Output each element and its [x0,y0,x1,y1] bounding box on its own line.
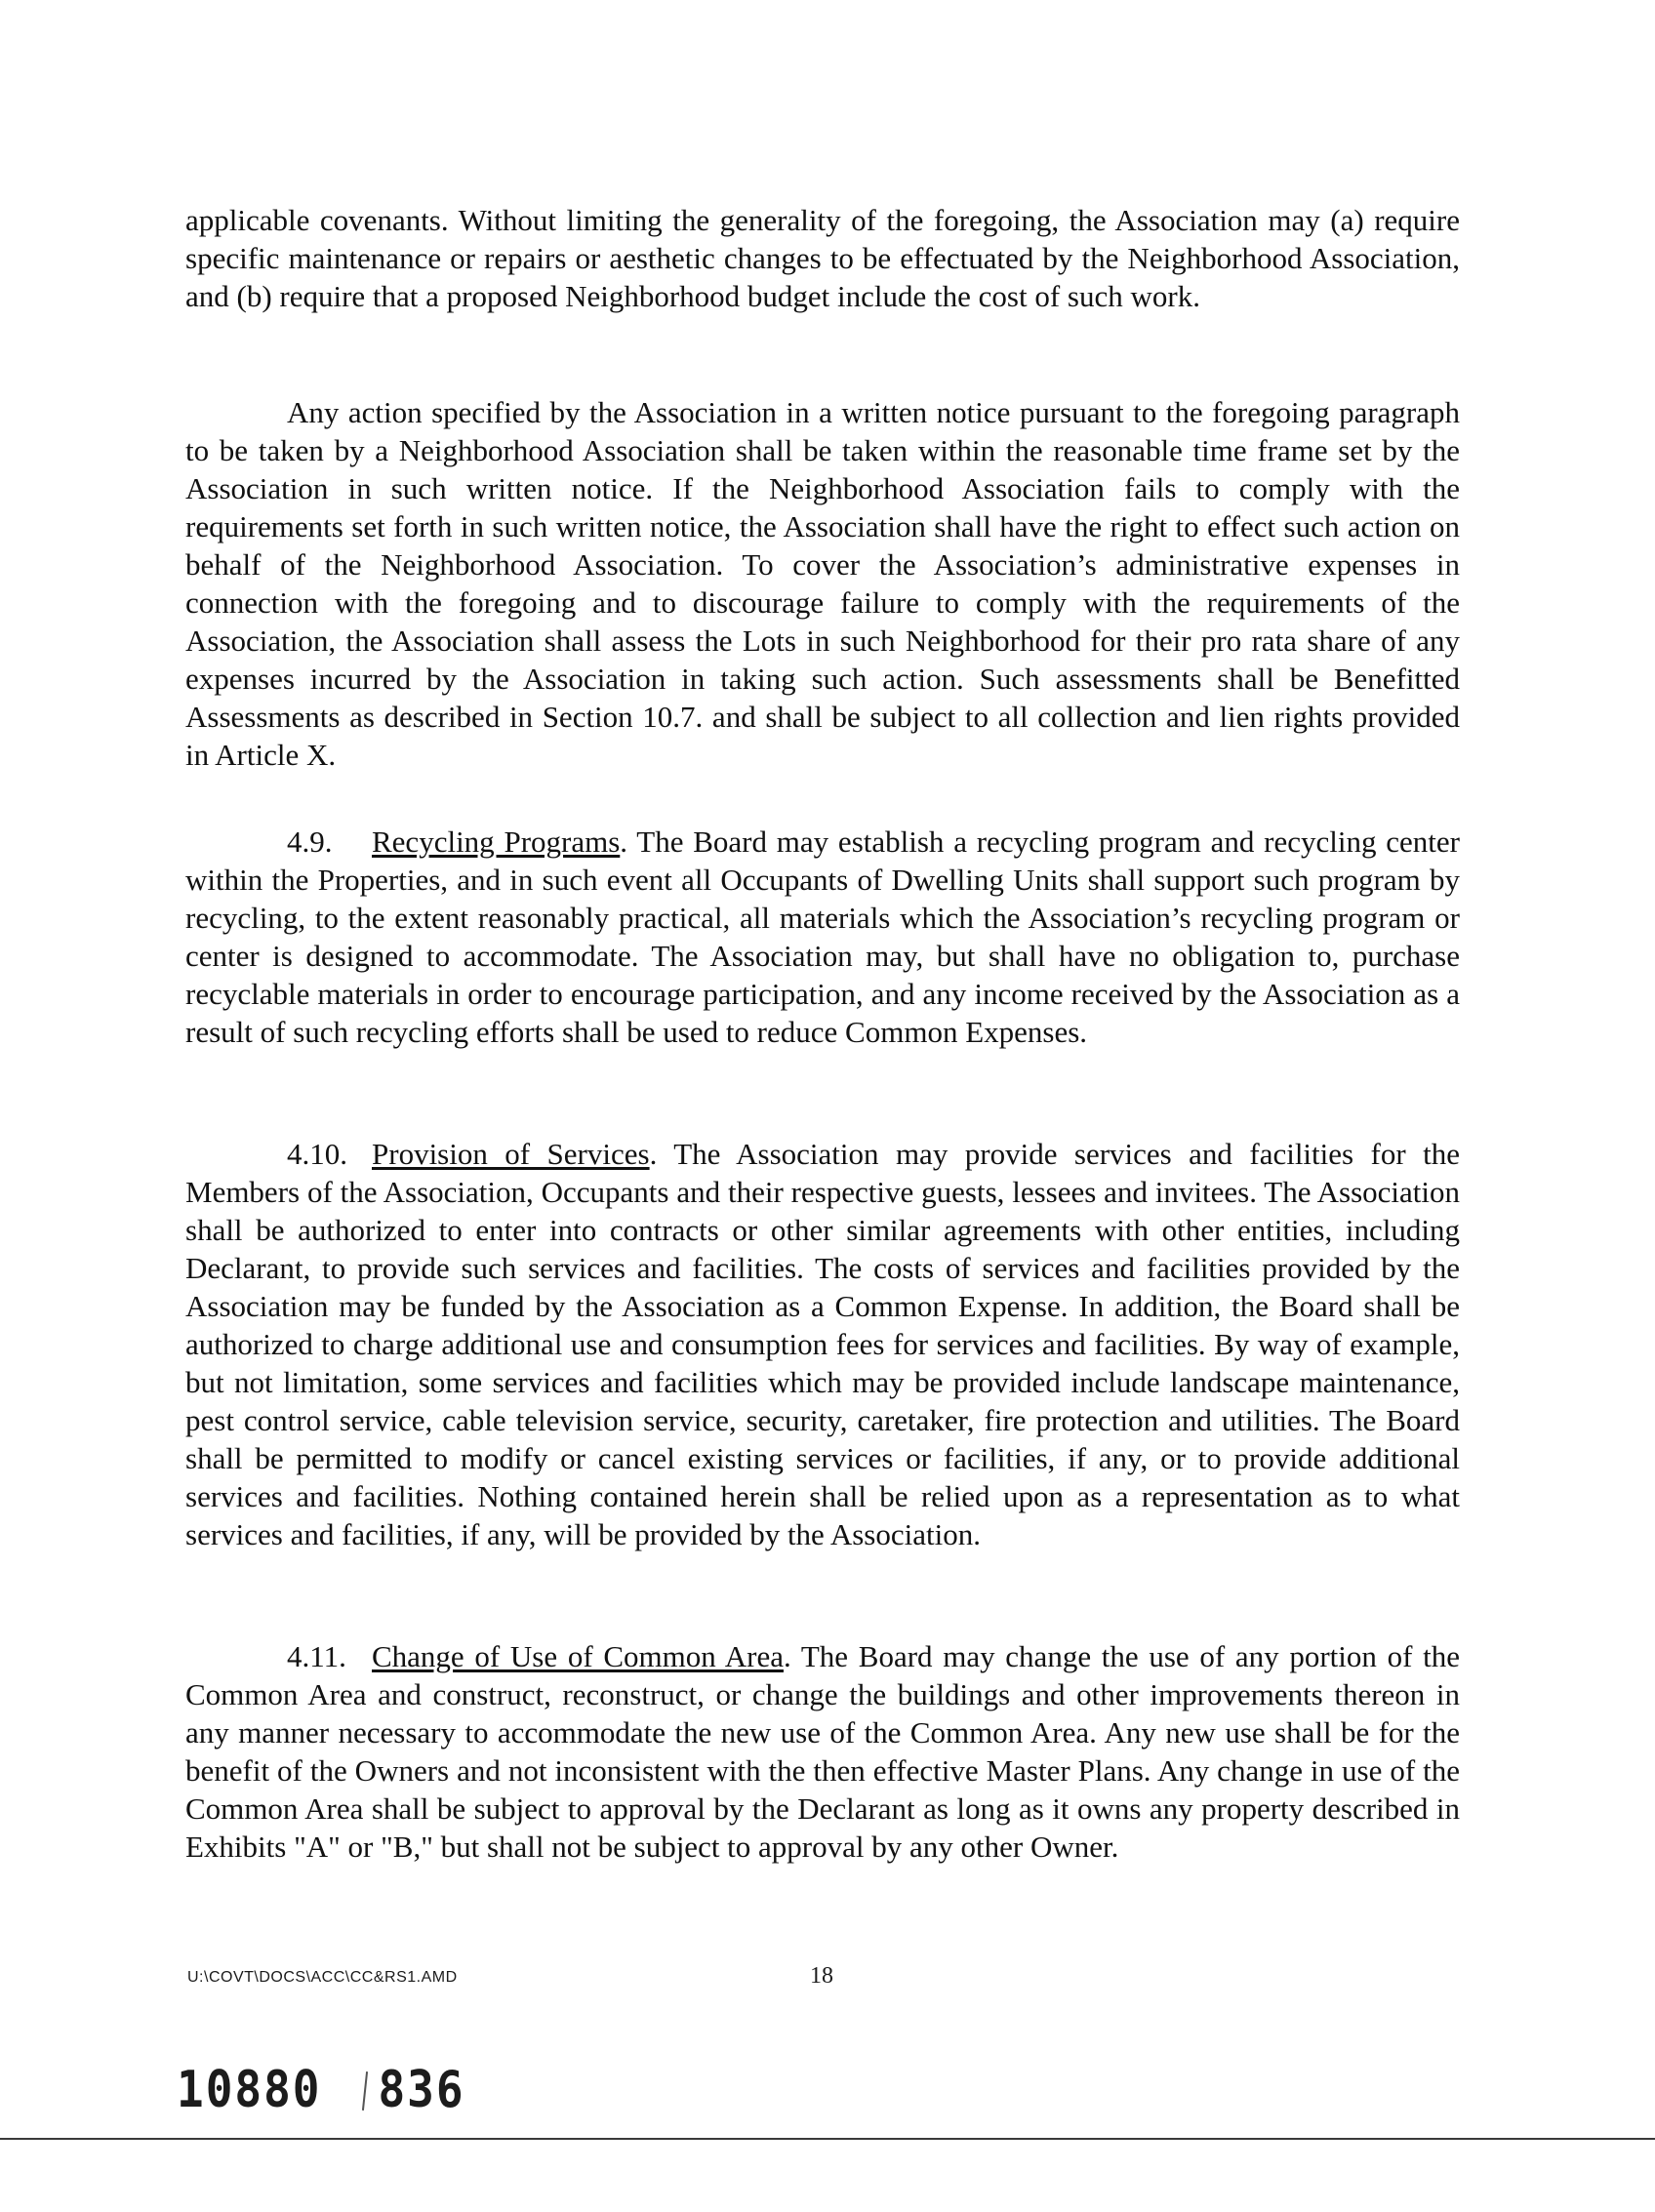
bottom-rule [0,2138,1655,2140]
section-number: 4.11. [287,1639,346,1673]
stamp-divider-mark [362,2071,368,2111]
section-4-9 [185,823,1460,1051]
section-4-10 [185,1135,1460,1553]
section-number: 4.9. [287,824,333,859]
section-title: Provision of Services [372,1137,650,1171]
section-text: . The Board may change the use of any portion of the Common Area and construct, reconstruct, or change the buildings and other improvements thereon in any manner necessary to accommodate the new use of the Common Area. Any new use shall be for the benefit of the Owners and not inconsistent with the then effective Master Plans. Any change in use of the Common Area shall be subject to approval by the Declarant as long as it owns any property described in Exhibits "A" or "B," but shall not be subject to approval by any other Owner. [185,1639,1460,1864]
stamp-book-number: 10880 [177,2059,322,2119]
page-number: 18 [810,1963,833,1989]
section-text: . The Board may establish a recycling program and recycling center within the Properties, and in such event all Occupants of Dwelling Units shall support such program by recycling, to the extent reasonably practical, all materials which the Association’s recycling program or center is designed to accommodate. The Association may, but shall have no obligation to, purchase recyclable materials in order to encourage participation, and any income received by the Association as a result of such recycling efforts shall be used to reduce Common Expenses. [185,824,1461,1049]
section-text: . The Association may provide services and facilities for the Members of the Association, Occupants and their respective guests, lessees and invitees. The Association shall be authorized to enter into contracts or other similar agreements with other entities, including Declarant, to provide such services and facilities. The costs of services and facilities provided by the Association may be funded by the Association as a Common Expense. In addition, the Board shall be authorized to charge additional use and consumption fees for services and facilities. By way of example, but not limitation, some services and facilities which may be provided include landscape maintenance, pest control service, cable television service, security, caretaker, fire protection and utilities. The Board shall be permitted to modify or cancel existing services or facilities, if any, or to provide additional services and facilities. Nothing contained herein shall be relied upon as a representation as to what services and facilities, if any, will be provided by the Association. [185,1137,1460,1551]
section-title: Recycling Programs [372,824,621,859]
section-number: 4.10. [287,1137,347,1171]
paragraph-action-notice: Any action specified by the Association in a written notice pursuant to the foregoing paragraph to be taken by a Neighborhood Association shall be taken within the reasonable time frame set by the Association in such written notice. If the Neighborhood Association fails to comply with the requirements set forth in such written notice, the Association shall have the right to effect such action on behalf of the Neighborhood Association. To cover the Association’s administrative expenses in connection with the foregoing and to discourage failure to comply with the requirements of the Association, the Association shall assess the Lots in such Neighborhood for their pro rata share of any expenses incurred by the Association in taking such action. Such assessments shall be Benefitted Assessments as described in Section 10.7. and shall be subject to all collection and lien rights provided in Article X. [185,395,1460,772]
recording-stamp [177,2059,465,2119]
stamp-page-number: 836 [378,2059,465,2119]
paragraph-continued: applicable covenants. Without limiting the generality of the foregoing, the Association may (a) require specific maintenance or repairs or aesthetic changes to be effectuated by the Neighborhood Association, and (b) require that a proposed Neighborhood budget include the cost of such work. [185,203,1460,313]
section-4-11 [185,1637,1460,1866]
footer-file-path: U:\COVT\DOCS\ACC\CC&RS1.AMD [187,1969,458,1986]
section-title: Change of Use of Common Area [372,1639,784,1673]
